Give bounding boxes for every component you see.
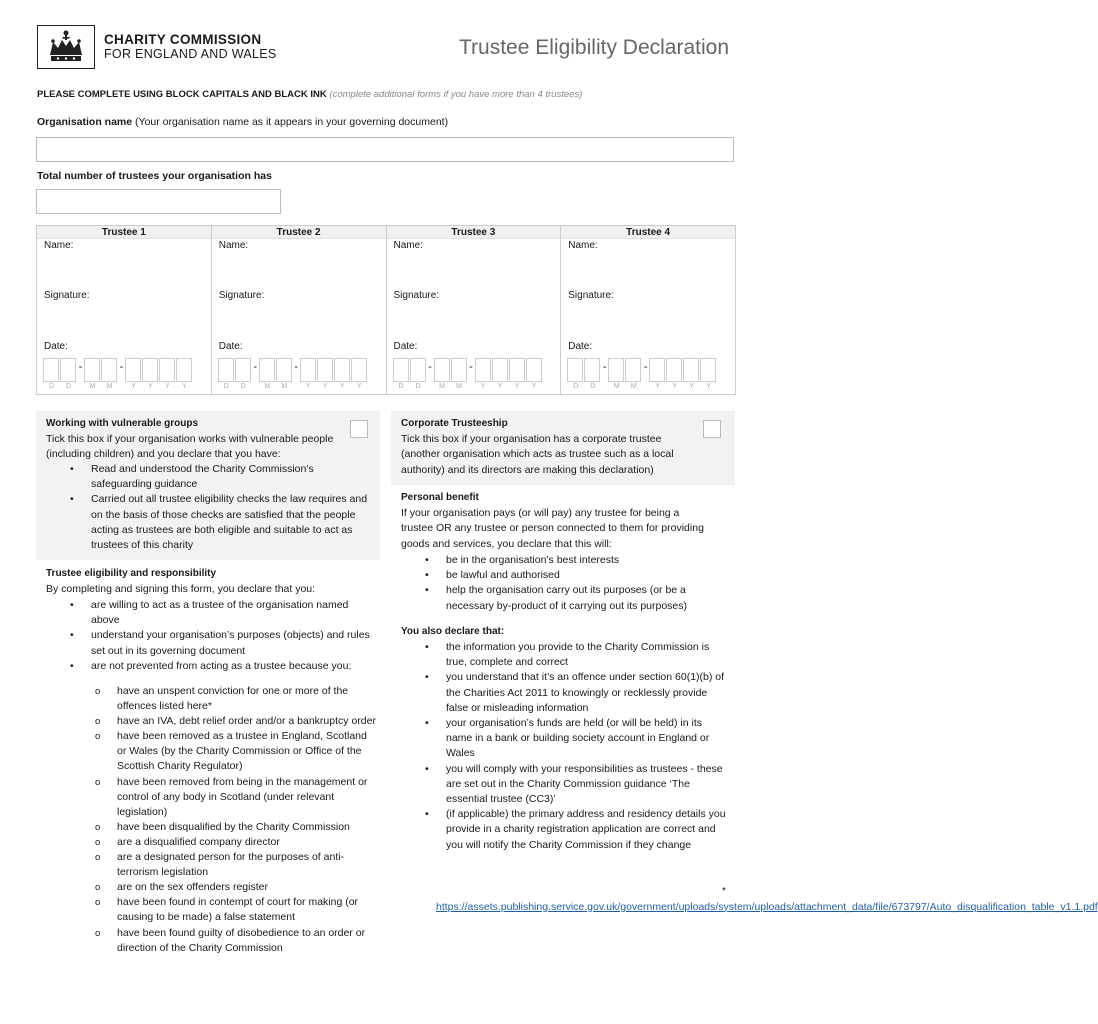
date-digit-box[interactable] — [351, 358, 367, 382]
footnote — [436, 884, 1098, 915]
vulnerable-groups-intro: Tick this box if your organisation works with vulnerable people (including children) and you declare that you have: — [46, 433, 334, 461]
disqualification-table-link[interactable]: https://assets.publishing.service.gov.uk/government/uploads/system/uploads/attachment_data/file/673797/Auto_disqualification_table_v1.1.pdf — [436, 900, 1098, 913]
date-digit-box[interactable] — [393, 358, 409, 382]
date-format-letter: Y — [531, 383, 537, 390]
list-item: o have been disqualified by the Charity Commission — [46, 820, 376, 835]
date-digit-box[interactable] — [434, 358, 450, 382]
trustee-name-field[interactable]: Name: — [568, 240, 598, 251]
date-digit-box[interactable] — [683, 358, 699, 382]
date-format-letter: M — [106, 383, 113, 390]
date-format-letter: D — [48, 383, 55, 390]
date-format-letter: M — [439, 383, 445, 390]
date-separator: - — [602, 361, 607, 373]
date-format-letter: M — [89, 383, 96, 390]
list-item: • are willing to act as a trustee of the organisation named above — [46, 598, 376, 628]
date-digit-box[interactable] — [567, 358, 583, 382]
date-format-letter: Y — [182, 383, 187, 390]
date-format-letter: Y — [322, 383, 328, 390]
trustee-heading: Trustee 2 — [212, 226, 386, 239]
date-format-hint — [43, 383, 193, 390]
corporate-trusteeship-text: Tick this box if your organisation has a corporate trustee (another organisation which acts as trustee such as a local authority) and its directors are making this declaration) — [401, 433, 674, 476]
also-declare-title: You also declare that: — [401, 626, 505, 637]
date-format-hint — [393, 383, 543, 390]
list-item: • be in the organisation’s best interests — [401, 553, 731, 568]
disqualification-reasons-list — [46, 684, 376, 956]
trustee-date-label: Date: — [568, 341, 593, 352]
date-format-letter: D — [240, 383, 246, 390]
date-digit-box[interactable] — [608, 358, 624, 382]
list-item: • you understand that it’s an offence under section 60(1)(b) of the Charities Act 2011 to knowingly or recklessly provide false or misleading information — [401, 670, 731, 716]
instructions-note: (complete additional forms if you have more than 4 trustees) — [329, 89, 583, 100]
date-digit-box[interactable] — [60, 358, 76, 382]
form-title: Trustee Eligibility Declaration — [459, 36, 729, 59]
trustee-signature-field[interactable]: Signature: — [218, 290, 265, 301]
trustee-signature-field[interactable]: Signature: — [393, 290, 440, 301]
list-item: • help the organisation carry out its purposes (or be a necessary by-product of it carrying out its purposes) — [401, 583, 731, 613]
date-digit-box[interactable] — [410, 358, 426, 382]
eligibility-title: Trustee eligibility and responsibility — [46, 568, 217, 579]
trustee-heading: Trustee 3 — [387, 226, 561, 239]
list-item: o have been removed from being in the management or control of any body in Scotland (under relevant legislation) — [46, 775, 376, 820]
date-digit-box[interactable] — [43, 358, 59, 382]
date-separator: - — [643, 361, 648, 373]
date-format-letter: Y — [672, 383, 678, 390]
list-item: • (if applicable) the primary address and residency details you provide in a charity registration application are correct and you will notify the Charity Commission if they change — [401, 807, 731, 853]
date-digit-box[interactable] — [625, 358, 641, 382]
date-format-letter: D — [573, 383, 579, 390]
date-digit-box[interactable] — [649, 358, 665, 382]
trustee-column — [561, 226, 735, 394]
also-declare-list — [401, 640, 731, 853]
date-format-letter: Y — [706, 383, 712, 390]
list-item: • Carried out all trustee eligibility checks the law requires and on the basis of those checks are satisfied that the people acting as trustees are both eligible and suitable to act as trustees of this charity — [46, 492, 376, 553]
date-format-letter: D — [65, 383, 72, 390]
trustee-column — [387, 226, 562, 394]
list-item: • be lawful and authorised — [401, 568, 731, 583]
corporate-trusteeship-panel — [391, 411, 735, 485]
date-format-letter: Y — [165, 383, 170, 390]
charity-commission-logo — [37, 25, 277, 69]
list-item: o are a disqualified company director — [46, 835, 376, 850]
date-digit-box[interactable] — [235, 358, 251, 382]
org-name-line2: FOR ENGLAND AND WALES — [104, 47, 277, 61]
corporate-trusteeship-checkbox[interactable] — [703, 420, 721, 438]
date-format-letter: Y — [148, 383, 153, 390]
list-item: o are a designated person for the purposes of anti-terrorism legislation — [46, 850, 376, 880]
date-format-letter: M — [456, 383, 462, 390]
trustee-signature-field[interactable]: Signature: — [568, 290, 614, 301]
date-format-letter: D — [590, 383, 596, 390]
vulnerable-groups-checkbox[interactable] — [350, 420, 368, 438]
trustee-table — [36, 225, 736, 395]
org-name-label-bold: Organisation name — [37, 116, 133, 128]
date-format-letter: M — [613, 383, 620, 390]
list-item: • Read and understood the Charity Commission’s safeguarding guidance — [46, 462, 376, 492]
date-format-hint — [567, 383, 717, 390]
trustee-date-input — [218, 358, 368, 382]
list-item: o have an unspent conviction for one or more of the offences listed here* — [46, 684, 376, 714]
date-digit-box[interactable] — [218, 358, 234, 382]
org-name-line1: CHARITY COMMISSION — [104, 32, 262, 47]
instructions — [37, 89, 582, 100]
date-digit-box[interactable] — [475, 358, 491, 382]
trustee-name-field[interactable]: Name: — [218, 240, 249, 251]
date-format-letter: Y — [480, 383, 486, 390]
date-separator: - — [119, 361, 124, 373]
eligibility-list — [46, 598, 376, 674]
trustee-heading: Trustee 1 — [37, 226, 211, 239]
vulnerable-groups-title: Working with vulnerable groups — [46, 418, 199, 429]
eligibility-intro: By completing and signing this form, you declare that you: — [46, 583, 316, 595]
list-item: o have been removed as a trustee in England, Scotland or Wales (by the Charity Commission or Office of the Scottish Charity Regulator) — [46, 729, 376, 774]
footnote-marker: * — [721, 885, 726, 897]
date-digit-box[interactable] — [451, 358, 467, 382]
date-format-letter: Y — [131, 383, 136, 390]
date-digit-box[interactable] — [84, 358, 100, 382]
date-digit-box[interactable] — [584, 358, 600, 382]
date-format-letter: Y — [356, 383, 362, 390]
trustee-signature-field[interactable]: Signature: — [44, 290, 90, 301]
date-format-letter: Y — [689, 383, 695, 390]
trustee-date-input — [567, 358, 717, 382]
corporate-trusteeship-title: Corporate Trusteeship — [401, 418, 508, 429]
trustee-date-input — [43, 358, 193, 382]
date-format-letter: M — [264, 383, 271, 390]
date-digit-box[interactable] — [142, 358, 158, 382]
date-format-letter: Y — [514, 383, 520, 390]
trustee-column — [212, 226, 387, 394]
crown-icon — [37, 25, 95, 69]
date-format-letter: D — [223, 383, 229, 390]
date-separator: - — [294, 361, 299, 373]
date-digit-box[interactable] — [125, 358, 141, 382]
date-format-letter: Y — [339, 383, 345, 390]
list-item: • understand your organisation’s purposes (objects) and rules set out in its governing document — [46, 628, 376, 658]
date-separator: - — [469, 361, 473, 373]
trustee-date-label: Date: — [393, 341, 418, 352]
date-separator: - — [428, 361, 432, 373]
trustee-date-label: Date: — [218, 341, 243, 352]
date-digit-box[interactable] — [159, 358, 175, 382]
total-trustees-field[interactable] — [36, 189, 281, 214]
personal-benefit-intro: If your organisation pays (or will pay) any trustee for being a trustee OR any trustee or person connected to them for providing goods and services, you declare that this will: — [401, 507, 704, 550]
date-digit-box[interactable] — [276, 358, 292, 382]
date-digit-box[interactable] — [300, 358, 316, 382]
date-format-letter: M — [281, 383, 288, 390]
list-item: • the information you provide to the Charity Commission is true, complete and correct — [401, 640, 731, 670]
date-format-letter: Y — [305, 383, 311, 390]
date-digit-box[interactable] — [700, 358, 716, 382]
date-digit-box[interactable] — [259, 358, 275, 382]
date-format-letter: Y — [497, 383, 503, 390]
list-item: o have an IVA, debt relief order and/or a bankruptcy order — [46, 714, 376, 729]
date-format-letter: Y — [655, 383, 661, 390]
total-trustees-label: Total number of trustees your organisation has — [37, 170, 272, 182]
personal-benefit-list — [401, 553, 731, 614]
trustee-name-field[interactable]: Name: — [44, 240, 74, 251]
date-format-letter: M — [630, 383, 637, 390]
trustee-date-label: Date: — [44, 341, 68, 352]
date-format-hint — [218, 383, 368, 390]
date-format-letter: D — [398, 383, 404, 390]
date-format-letter: D — [415, 383, 421, 390]
list-item: • you will comply with your responsibilities as trustees - these are set out in the Charity Commission guidance ‘The essential trustee (CC3)’ — [401, 762, 731, 808]
trustee-name-field[interactable]: Name: — [393, 240, 423, 251]
personal-benefit-title: Personal benefit — [401, 492, 479, 503]
date-separator: - — [253, 361, 258, 373]
date-digit-box[interactable] — [492, 358, 508, 382]
date-digit-box[interactable] — [526, 358, 542, 382]
date-digit-box[interactable] — [666, 358, 682, 382]
org-name-label-rest: (Your organisation name as it appears in your governing document) — [132, 116, 449, 128]
date-digit-box[interactable] — [317, 358, 333, 382]
list-item: • are not prevented from acting as a trustee because you: — [46, 659, 376, 674]
date-separator: - — [78, 361, 83, 373]
list-item: o have been found guilty of disobedience to an order or direction of the Charity Commission — [46, 926, 376, 956]
vulnerable-groups-panel — [36, 411, 380, 560]
trustee-date-input — [393, 358, 543, 382]
org-name-label — [37, 116, 448, 128]
date-digit-box[interactable] — [101, 358, 117, 382]
trustee-column — [37, 226, 212, 394]
instructions-main: PLEASE COMPLETE USING BLOCK CAPITALS AND BLACK INK — [37, 89, 327, 100]
date-digit-box[interactable] — [176, 358, 192, 382]
list-item: o have been found in contempt of court for making (or causing to be made) a false statement — [46, 895, 376, 925]
date-digit-box[interactable] — [334, 358, 350, 382]
list-item: • your organisation’s funds are held (or will be held) in its name in a bank or building society account in England or Wales — [401, 716, 731, 762]
list-item: o are on the sex offenders register — [46, 880, 376, 895]
vulnerable-groups-list — [46, 462, 376, 553]
org-name-field[interactable] — [36, 137, 734, 162]
trustee-heading: Trustee 4 — [561, 226, 735, 239]
date-digit-box[interactable] — [509, 358, 525, 382]
